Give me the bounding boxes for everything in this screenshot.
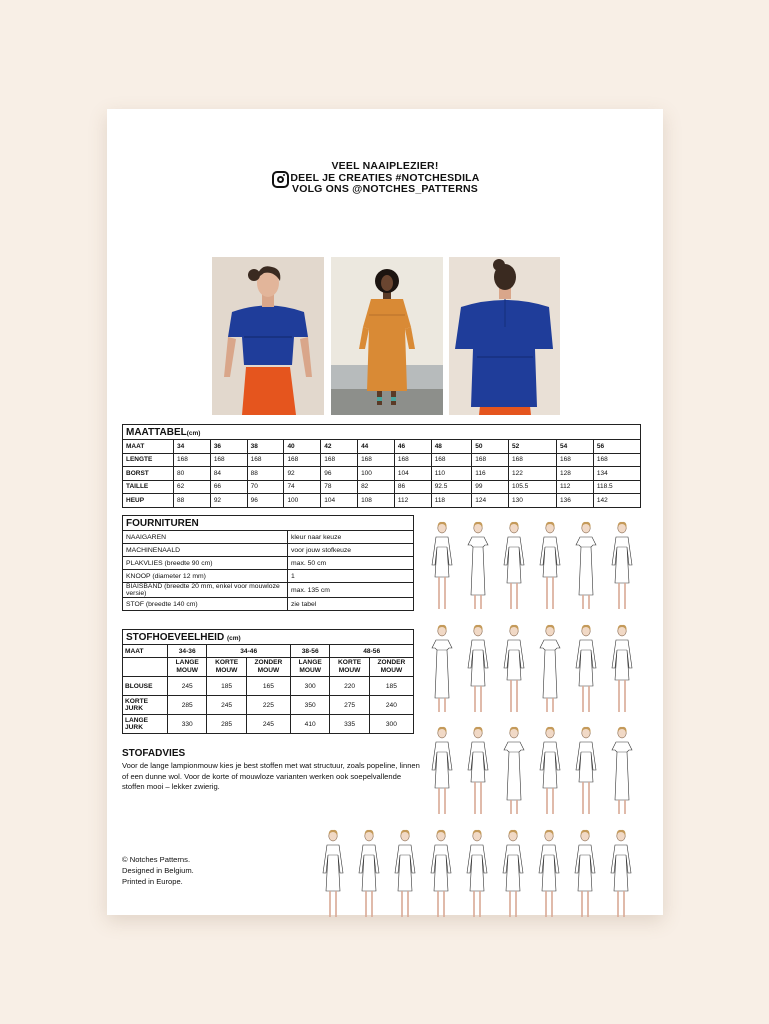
- fabric-cell: 350: [290, 696, 329, 715]
- size-table-row: [123, 440, 641, 454]
- size-row-label: HEUP: [123, 494, 174, 508]
- size-cell: 84: [210, 467, 247, 481]
- photo-blue-blouse-front: [212, 257, 324, 415]
- size-row-label: BORST: [123, 467, 174, 481]
- size-cell: 108: [358, 494, 395, 508]
- fashion-figure: [569, 829, 601, 921]
- supplies-row: [123, 570, 414, 583]
- size-cell: 48: [431, 440, 472, 454]
- fabric-first-col: MAAT: [123, 645, 168, 658]
- fabric-cell: 285: [207, 715, 246, 734]
- supplies-value: voor jouw stofkeuze: [288, 544, 414, 557]
- size-cell: 46: [394, 440, 431, 454]
- fashion-figure: [426, 521, 458, 613]
- size-cell: 128: [557, 467, 594, 481]
- fashion-figure: [606, 624, 638, 716]
- fashion-figure: [317, 829, 349, 921]
- size-cell: 104: [394, 467, 431, 481]
- size-cell: 168: [557, 453, 594, 467]
- header-line-1: VEEL NAAIPLEZIER!: [331, 160, 439, 172]
- fabric-sleeve-header: ZONDER MOUW: [246, 658, 290, 677]
- size-cell: 124: [472, 494, 509, 508]
- fashion-figure: [606, 521, 638, 613]
- fabric-row-label: KORTE JURK: [123, 696, 168, 715]
- fabric-cell: 165: [246, 677, 290, 696]
- fabric-cell: 245: [168, 677, 207, 696]
- fashion-figure: [570, 726, 602, 818]
- fabric-cell: 300: [369, 715, 413, 734]
- fashion-figure: [534, 521, 566, 613]
- header-line-2: DEEL JE CREATIES #NOTCHESDILA: [290, 171, 480, 184]
- photo-orange-dress: [331, 257, 443, 415]
- supplies-item: PLAKVLIES (breedte 90 cm): [123, 557, 288, 570]
- fashion-figure: [498, 726, 530, 818]
- fashion-figure: [570, 521, 602, 613]
- size-cell: 168: [358, 453, 395, 467]
- fabric-empty-cell: [123, 658, 168, 677]
- size-row-label: LENGTE: [123, 453, 174, 467]
- size-cell: 56: [593, 440, 640, 454]
- supplies-row: [123, 598, 414, 611]
- size-cell: 86: [394, 480, 431, 494]
- fabric-cell: 335: [330, 715, 369, 734]
- supplies-value: zie tabel: [288, 598, 414, 611]
- fabric-amount-table: [122, 629, 414, 734]
- size-table-row: [123, 453, 641, 467]
- size-cell: 36: [210, 440, 247, 454]
- fabric-group-row: [123, 645, 414, 658]
- size-cell: 92: [210, 494, 247, 508]
- fabric-sleeve-header: LANGE MOUW: [168, 658, 207, 677]
- size-cell: 88: [174, 494, 211, 508]
- size-table-row: [123, 480, 641, 494]
- credit-line-2: Designed in Belgium.: [122, 866, 194, 875]
- fashion-figure: [426, 726, 458, 818]
- size-cell: 134: [593, 467, 640, 481]
- size-table-row: [123, 467, 641, 481]
- supplies-row: [123, 531, 414, 544]
- fabric-cell: 240: [369, 696, 413, 715]
- size-cell: 168: [509, 453, 557, 467]
- fashion-figure: [462, 624, 494, 716]
- size-cell: 104: [321, 494, 358, 508]
- size-cell: 40: [284, 440, 321, 454]
- size-cell: 92.5: [431, 480, 472, 494]
- fashion-figure: [534, 726, 566, 818]
- size-cell: 62: [174, 480, 211, 494]
- fashion-figure: [606, 726, 638, 818]
- credit-line-3: Printed in Europe.: [122, 877, 183, 886]
- size-cell: 78: [321, 480, 358, 494]
- size-table-title: MAATTABEL(cm): [122, 424, 641, 439]
- fashion-figure: [497, 829, 529, 921]
- size-cell: 168: [174, 453, 211, 467]
- size-row-label: MAAT: [123, 440, 174, 454]
- size-row-label: TAILLE: [123, 480, 174, 494]
- fabric-row: [123, 715, 414, 734]
- supplies-grid: [122, 530, 414, 611]
- size-cell: 105.5: [509, 480, 557, 494]
- size-cell: 50: [472, 440, 509, 454]
- size-cell: 112: [394, 494, 431, 508]
- fabric-amount-grid: [122, 644, 414, 734]
- fabric-advice-title: STOFADVIES: [122, 748, 186, 759]
- supplies-row: [123, 557, 414, 570]
- size-cell: 88: [247, 467, 284, 481]
- fabric-sleeve-header: KORTE MOUW: [330, 658, 369, 677]
- supplies-title: FOURNITUREN: [122, 515, 414, 530]
- fashion-figure: [498, 624, 530, 716]
- size-table: [122, 424, 641, 508]
- supplies-item: KNOOP (diameter 12 mm): [123, 570, 288, 583]
- size-cell: 142: [593, 494, 640, 508]
- fabric-cell: 300: [290, 677, 329, 696]
- supplies-value: max. 135 cm: [288, 583, 414, 598]
- header-text: [107, 161, 663, 196]
- size-cell: 168: [321, 453, 358, 467]
- size-cell: 122: [509, 467, 557, 481]
- fabric-sleeve-header: KORTE MOUW: [207, 658, 246, 677]
- size-table-row: [123, 494, 641, 508]
- size-cell: 52: [509, 440, 557, 454]
- size-cell: 92: [284, 467, 321, 481]
- fashion-figure: [605, 829, 637, 921]
- supplies-item: NAAIGAREN: [123, 531, 288, 544]
- fashion-figure: [462, 521, 494, 613]
- fashion-figure: [570, 624, 602, 716]
- size-cell: 168: [431, 453, 472, 467]
- size-cell: 168: [593, 453, 640, 467]
- photo-blue-blouse-back: [449, 257, 560, 415]
- supplies-value: 1: [288, 570, 414, 583]
- fabric-subheader-row: [123, 658, 414, 677]
- fabric-sleeve-header: ZONDER MOUW: [369, 658, 413, 677]
- size-cell: 99: [472, 480, 509, 494]
- fabric-row: [123, 696, 414, 715]
- size-cell: 100: [358, 467, 395, 481]
- size-cell: 74: [284, 480, 321, 494]
- fabric-cell: 185: [207, 677, 246, 696]
- size-cell: 66: [210, 480, 247, 494]
- supplies-item: BIAISBAND (breedte 20 mm, enkel voor mouwloze versie): [123, 583, 288, 598]
- fashion-figure: [389, 829, 421, 921]
- size-cell: 80: [174, 467, 211, 481]
- fabric-row-label: LANGE JURK: [123, 715, 168, 734]
- fashion-figure: [462, 726, 494, 818]
- fashion-figure: [426, 624, 458, 716]
- fabric-cell: 245: [207, 696, 246, 715]
- fabric-size-group: 34-46: [207, 645, 291, 658]
- fabric-row-label: BLOUSE: [123, 677, 168, 696]
- supplies-value: kleur naar keuze: [288, 531, 414, 544]
- supplies-row: [123, 583, 414, 598]
- supplies-table: [122, 515, 414, 611]
- fabric-cell: 330: [168, 715, 207, 734]
- fashion-figure: [533, 829, 565, 921]
- credits: [122, 854, 194, 887]
- fabric-amount-title: STOFHOEVEELHEID (cm): [122, 629, 414, 644]
- fabric-cell: 275: [330, 696, 369, 715]
- fabric-cell: 245: [246, 715, 290, 734]
- size-cell: 82: [358, 480, 395, 494]
- fabric-size-group: 38-56: [290, 645, 329, 658]
- size-cell: 168: [210, 453, 247, 467]
- fabric-cell: 220: [330, 677, 369, 696]
- size-cell: 168: [284, 453, 321, 467]
- size-cell: 54: [557, 440, 594, 454]
- fabric-advice: [122, 748, 422, 793]
- size-cell: 110: [431, 467, 472, 481]
- size-cell: 34: [174, 440, 211, 454]
- fabric-advice-body: Voor de lange lampionmouw kies je best stoffen met wat structuur, zoals popeline, linnen of een dunne wol. Voor de korte of mouwloze varianten werken ook soepelvallende stoffen mooi – lekker zwierig.: [122, 761, 420, 791]
- size-cell: 136: [557, 494, 594, 508]
- credit-line-1: © Notches Patterns.: [122, 855, 191, 864]
- fashion-figure: [498, 521, 530, 613]
- size-cell: 100: [284, 494, 321, 508]
- fabric-cell: 410: [290, 715, 329, 734]
- fabric-cell: 285: [168, 696, 207, 715]
- size-table-grid: [122, 439, 641, 508]
- fashion-figure: [353, 829, 385, 921]
- fabric-size-group: 34-36: [168, 645, 207, 658]
- size-cell: 96: [321, 467, 358, 481]
- fabric-size-group: 48-56: [330, 645, 414, 658]
- size-cell: 96: [247, 494, 284, 508]
- size-cell: 118.5: [593, 480, 640, 494]
- size-cell: 116: [472, 467, 509, 481]
- supplies-row: [123, 544, 414, 557]
- supplies-item: STOF (breedte 140 cm): [123, 598, 288, 611]
- fabric-row: [123, 677, 414, 696]
- fashion-figure: [425, 829, 457, 921]
- supplies-value: max. 50 cm: [288, 557, 414, 570]
- size-cell: 70: [247, 480, 284, 494]
- size-cell: 168: [247, 453, 284, 467]
- size-cell: 44: [358, 440, 395, 454]
- fashion-figure: [461, 829, 493, 921]
- size-cell: 130: [509, 494, 557, 508]
- supplies-item: MACHINENAALD: [123, 544, 288, 557]
- size-cell: 168: [472, 453, 509, 467]
- header-line-3: VOLG ONS @NOTCHES_PATTERNS: [292, 183, 478, 195]
- size-cell: 118: [431, 494, 472, 508]
- pattern-sheet: [107, 109, 663, 915]
- size-cell: 38: [247, 440, 284, 454]
- fabric-cell: 225: [246, 696, 290, 715]
- size-cell: 112: [557, 480, 594, 494]
- size-cell: 42: [321, 440, 358, 454]
- size-cell: 168: [394, 453, 431, 467]
- fabric-cell: 185: [369, 677, 413, 696]
- fabric-sleeve-header: LANGE MOUW: [290, 658, 329, 677]
- fashion-figure: [534, 624, 566, 716]
